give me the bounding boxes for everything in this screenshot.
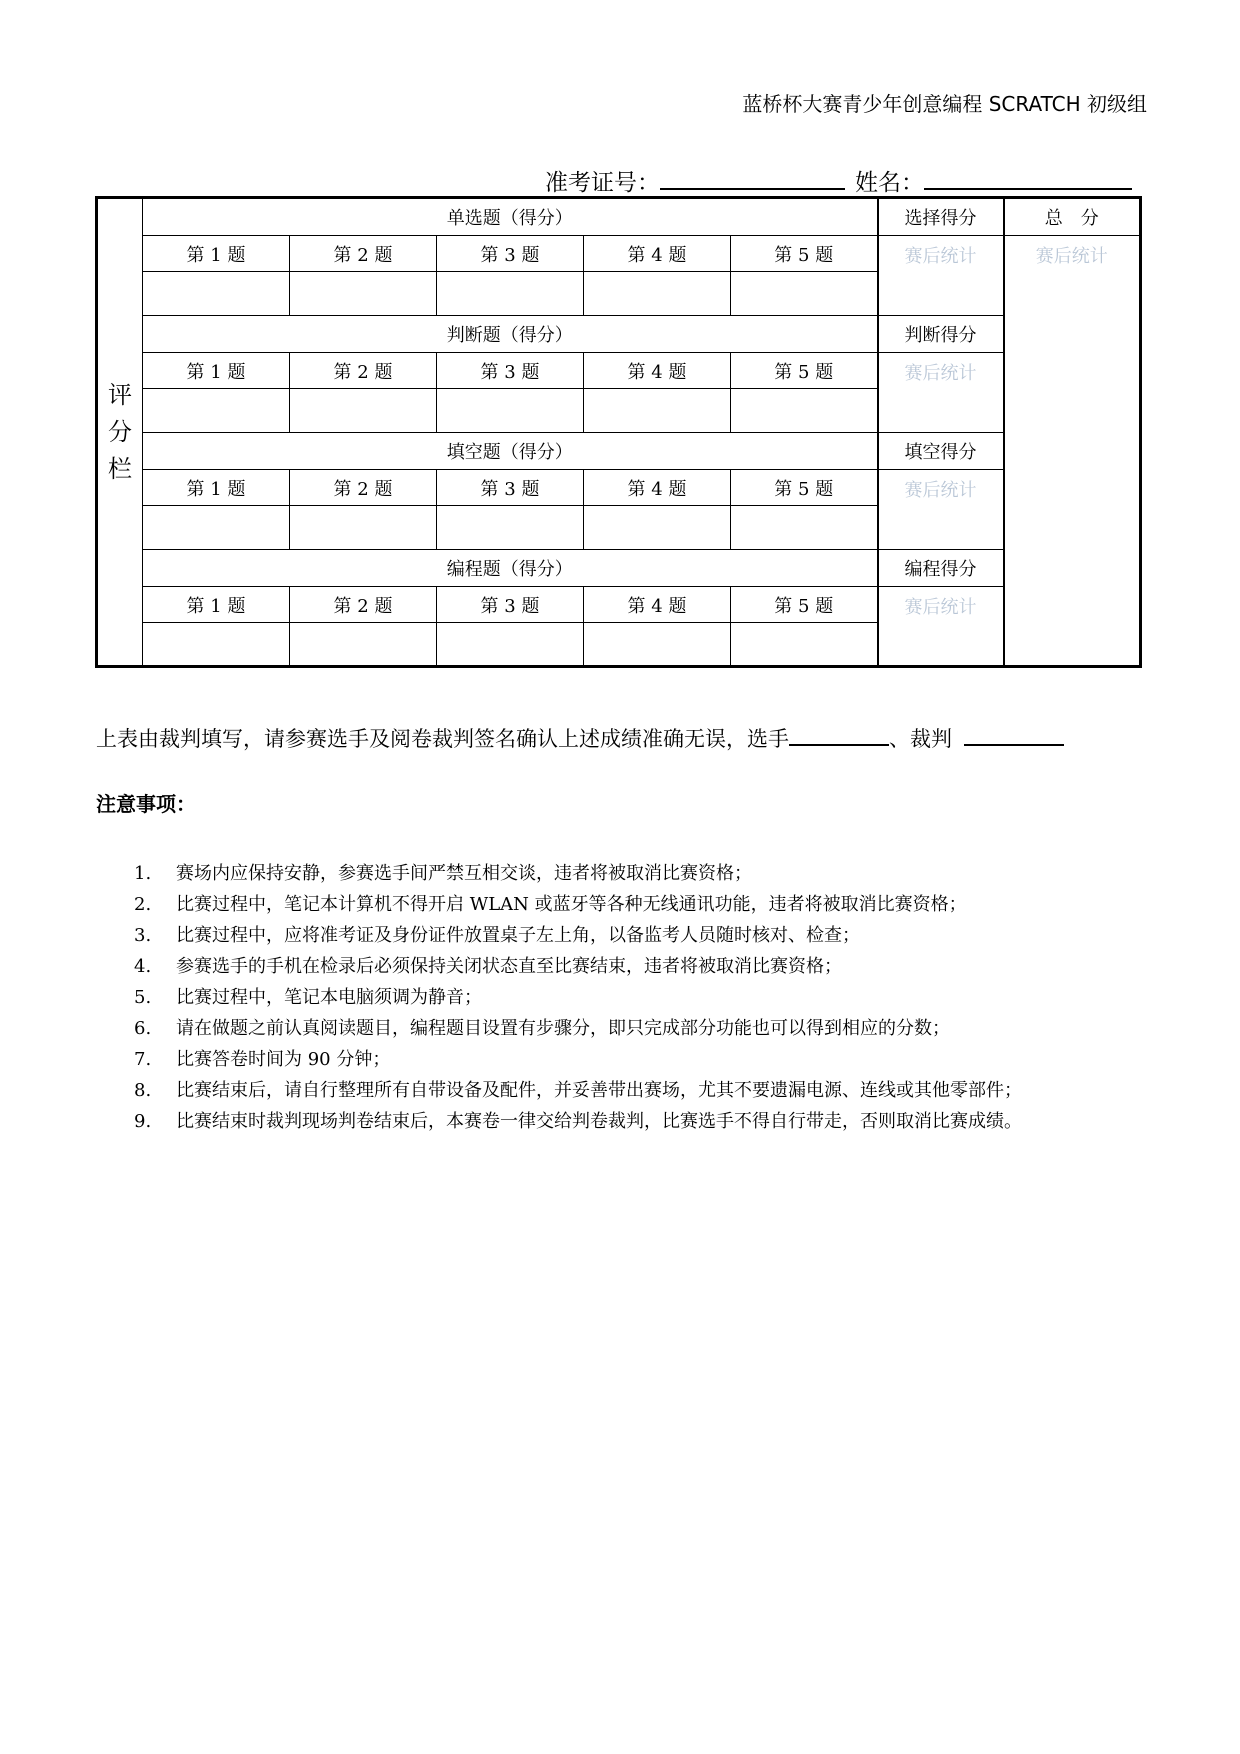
list-item: 6. 请在做题之前认真阅读题目，编程题目设置有步骤分，即只完成部分功能也可以得到相应的分数；: [134, 1018, 950, 1039]
section-title: 填空题（得分）: [143, 433, 878, 470]
section-stat: 赛后统计: [878, 353, 1004, 433]
answer-cell[interactable]: [143, 623, 290, 667]
answer-cell[interactable]: [731, 623, 878, 667]
list-item: 5. 比赛过程中，笔记本电脑须调为静音；: [134, 987, 482, 1008]
question-header: 第 4 题: [584, 587, 731, 623]
total-header: 总 分: [1004, 198, 1141, 236]
question-header: 第 5 题: [731, 353, 878, 389]
question-header: 第 4 题: [584, 236, 731, 272]
question-header: 第 1 题: [143, 353, 290, 389]
answer-cell[interactable]: [437, 389, 584, 433]
section-title: 编程题（得分）: [143, 550, 878, 587]
exam-id-blank[interactable]: [660, 166, 845, 190]
list-item: 7. 比赛答卷时间为 90 分钟；: [134, 1049, 391, 1070]
answer-cell[interactable]: [143, 272, 290, 316]
answer-cell[interactable]: [290, 506, 437, 550]
confirm-line: [96, 723, 1064, 753]
answer-cell[interactable]: [584, 272, 731, 316]
section-stat: 赛后统计: [878, 587, 1004, 667]
exam-id-label: 准考证号：: [545, 170, 660, 196]
section-score-label: 填空得分: [878, 433, 1004, 470]
answer-cell[interactable]: [584, 389, 731, 433]
notes-title: 注意事项：: [96, 792, 196, 816]
notes-list: [134, 858, 1124, 1137]
section-score-label: 编程得分: [878, 550, 1004, 587]
question-header: 第 2 题: [290, 587, 437, 623]
question-header: 第 5 题: [731, 236, 878, 272]
section-score-label: 选择得分: [878, 198, 1004, 236]
list-item: 1. 赛场内应保持安静，参赛选手间严禁互相交谈，违者将被取消比赛资格；: [134, 863, 752, 884]
question-header: 第 1 题: [143, 470, 290, 506]
question-header: 第 5 题: [731, 587, 878, 623]
id-line: [545, 164, 1132, 197]
list-item: 8. 比赛结束后，请自行整理所有自带设备及配件，并妥善带出赛场，尤其不要遗漏电源、连线或其他零部件；: [134, 1080, 1022, 1101]
section-stat: 赛后统计: [878, 236, 1004, 316]
score-table: [95, 196, 1142, 668]
question-header: 第 3 题: [437, 470, 584, 506]
judge-signature-blank[interactable]: [964, 724, 1064, 746]
list-item: 4. 参赛选手的手机在检录后必须保持关闭状态直至比赛结束，违者将被取消比赛资格；: [134, 956, 842, 977]
question-header: 第 3 题: [437, 353, 584, 389]
name-blank[interactable]: [924, 166, 1132, 190]
question-header: 第 4 题: [584, 470, 731, 506]
question-header: 第 1 题: [143, 236, 290, 272]
question-header: 第 4 题: [584, 353, 731, 389]
question-header: 第 3 题: [437, 236, 584, 272]
question-header: 第 3 题: [437, 587, 584, 623]
answer-cell[interactable]: [143, 506, 290, 550]
question-header: 第 2 题: [290, 236, 437, 272]
score-side-label: 评 分 栏: [97, 198, 143, 667]
answer-cell[interactable]: [437, 623, 584, 667]
question-header: 第 1 题: [143, 587, 290, 623]
answer-cell[interactable]: [584, 506, 731, 550]
total-stat: 赛后统计: [1004, 236, 1141, 667]
answer-cell[interactable]: [437, 272, 584, 316]
name-label: 姓名：: [855, 170, 924, 196]
question-header: 第 5 题: [731, 470, 878, 506]
section-title: 判断题（得分）: [143, 316, 878, 353]
question-header: 第 2 题: [290, 470, 437, 506]
section-stat: 赛后统计: [878, 470, 1004, 550]
answer-cell[interactable]: [290, 272, 437, 316]
section-score-label: 判断得分: [878, 316, 1004, 353]
list-item: 3. 比赛过程中，应将准考证及身份证件放置桌子左上角，以备监考人员随时核对、检查；: [134, 925, 860, 946]
answer-cell[interactable]: [143, 389, 290, 433]
confirm-text: 上表由裁判填写，请参赛选手及阅卷裁判签名确认上述成绩准确无误，选手: [96, 727, 789, 751]
player-signature-blank[interactable]: [789, 724, 889, 746]
answer-cell[interactable]: [290, 623, 437, 667]
answer-cell[interactable]: [584, 623, 731, 667]
answer-cell[interactable]: [731, 272, 878, 316]
confirm-sep: 、裁判: [889, 727, 952, 751]
answer-cell[interactable]: [731, 506, 878, 550]
answer-cell[interactable]: [731, 389, 878, 433]
question-header: 第 2 题: [290, 353, 437, 389]
section-title: 单选题（得分）: [143, 198, 878, 236]
list-item: 2. 比赛过程中，笔记本计算机不得开启 WLAN 或蓝牙等各种无线通讯功能，违者将被取消比赛资格；: [134, 894, 967, 915]
answer-cell[interactable]: [290, 389, 437, 433]
list-item: 9. 比赛结束时裁判现场判卷结束后，本赛卷一律交给判卷裁判，比赛选手不得自行带走，否则取消比赛成绩。: [134, 1111, 1022, 1132]
competition-header: 蓝桥杯大赛青少年创意编程 SCRATCH 初级组: [742, 92, 1147, 116]
answer-cell[interactable]: [437, 506, 584, 550]
